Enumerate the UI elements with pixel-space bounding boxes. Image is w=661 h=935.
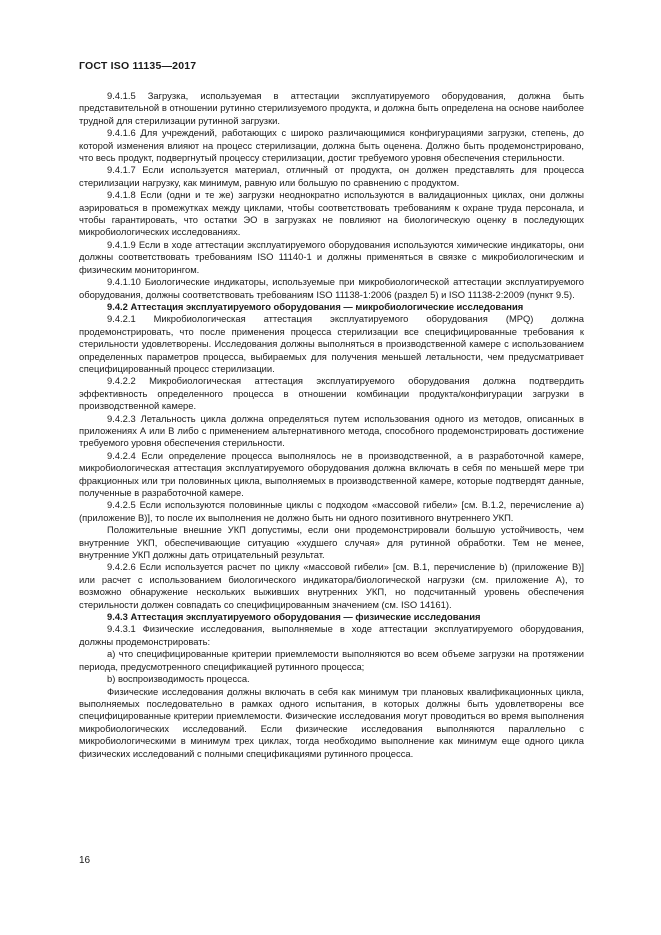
clause-9-4-2-4: 9.4.2.4 Если определение процесса выполнялось не в производственной, а в разработочной камере, микробиологическая аттестация эксплуатируемого оборудования должна включать в себя по меньшей мере три фракционных или три половинных цикла, выполняемых в производственной камере, которые подтвердят данные, полученные в разработочной камере. — [79, 449, 584, 498]
clause-9-4-1-7: 9.4.1.7 Если используется материал, отличный от продукта, он должен представлять для процесса стерилизации нагрузку, как минимум, равную или большую по сравнению с продуктом. — [79, 164, 584, 188]
clause-9-4-2-3: 9.4.2.3 Летальность цикла должна определяться путем использования одного из методов, описанных в приложениях А или В либо с применением альтернативного метода, способного продемонстрировать достижение требуемого уровня обеспечения стерильности. — [79, 412, 584, 449]
clause-9-4-3-1: 9.4.3.1 Физические исследования, выполняемые в ходе аттестации эксплуатируемого оборудования, должны продемонстрировать: — [79, 623, 584, 647]
clause-9-4-1-9: 9.4.1.9 Если в ходе аттестации эксплуатируемого оборудования используются химические индикаторы, они должны соответствовать требованиям ISO 11140-1 и должны применяться в связке с микробиологическим и физическим мониторингом. — [79, 238, 584, 275]
physical-studies-paragraph: Физические исследования должны включать в себя как минимум три плановых квалификационных цикла, выполняемых последовательно в рамках одного испытания, в которых должны быть удовлетворены все специфицированные критерии приемлемости. Физические исследования могут проводиться во время выполнения микробиологических исследований. Если физические исследования выполняются параллельно с микробиологическими в минимум трех циклах, тогда необходимо выполнение как минимум еще одного цикла физических исследований с полными спецификациями рутинного процесса. — [79, 685, 584, 759]
clause-9-4-2-5: 9.4.2.5 Если используются половинные циклы с подходом «массовой гибели» [см. В.1.2, перечисление а) (приложение В)], то после их выполнения не должно быть ни одного позитивного внутреннего УКП. — [79, 499, 584, 523]
page-number: 16 — [79, 855, 91, 866]
document-header: ГОСТ ISO 11135—2017 — [79, 60, 197, 72]
section-heading-9-4-2: 9.4.2 Аттестация эксплуатируемого оборудования — микробиологические исследования — [107, 300, 524, 312]
list-item-a: а) что специфицированные критерии приемлемости выполняются во всем объеме загрузки на протяжении периода, предусмотренного спецификацией рутинного процесса; — [79, 648, 584, 672]
section-heading-9-4-3: 9.4.3 Аттестация эксплуатируемого оборудования — физические исследования — [107, 611, 481, 623]
clause-9-4-2-2: 9.4.2.2 Микробиологическая аттестация эксплуатируемого оборудования должна подтвердить эффективность определенного процесса в отношении комбинации продукта/конфигурации загрузки в производственной камере. — [79, 375, 584, 412]
clause-9-4-2-5-note: Положительные внешние УКП допустимы, если они продемонстрировали большую устойчивость, чем внутренние УКП, обеспечивающие ситуацию «худшего случая» для рутинной обработки. Тем не менее, внутренние УКП должны дать отрицательный результат. — [79, 524, 584, 561]
clause-9-4-1-6: 9.4.1.6 Для учреждений, работающих с широко различающимися конфигурациями загрузки, степень, до которой изменения влияют на процесс стерилизации, должна быть оценена. Должно быть продемонстрировано, что весь продукт, подвергнутый процессу стерилизации, достиг требуемого уровня обеспечения стерильности. — [79, 127, 584, 164]
clause-9-4-2-6: 9.4.2.6 Если используется расчет по циклу «массовой гибели» [см. В.1, перечисление b) (приложение В)] или расчет с использованием биологического индикатора/биологической нагрузки (см. приложение А), то возможно обнаружение нескольких выживших внутренних УКП, но подсчитанный уровень обеспечения стерильности должен совпадать со специфицированным значением (см. ISO 14161). — [79, 561, 584, 610]
document-body — [79, 90, 584, 760]
clause-9-4-2-1: 9.4.2.1 Микробиологическая аттестация эксплуатируемого оборудования (MPQ) должна продемонстрировать, что после применения процесса стерилизации все специфицированные требования к стерильности удовлетворены. Исследования должны выполняться в производственной камере с использованием определенных параметров процесса, выбираемых для получения меньшей летальности, чем предусматривает специфицированный процесс стерилизации. — [79, 313, 584, 374]
clause-9-4-1-5: 9.4.1.5 Загрузка, используемая в аттестации эксплуатируемого оборудования, должна быть представительной в отношении рутинно стерилизуемого продукта, и должна быть определена на основе наиболее трудной для стерилизации рутинной загрузки. — [79, 90, 584, 126]
clause-9-4-1-10: 9.4.1.10 Биологические индикаторы, используемые при микробиологической аттестации эксплуатируемого оборудования, должны соответствовать требованиям ISO 11138-1:2006 (раздел 5) и ISO 11138-2:2009 (пункт 9.5). — [79, 276, 584, 300]
list-item-b: b) воспроизводимость процесса. — [107, 673, 250, 685]
clause-9-4-1-8: 9.4.1.8 Если (одни и те же) загрузки неоднократно используются в валидационных циклах, они должны аэрироваться в промежутках между циклами, чтобы соответствовать требованиям к охране труда персонала, и чтобы гарантировать, что остатки ЭО в загрузках не повлияют на биологическую оценку в последующих микробиологических исследованиях. — [79, 189, 584, 238]
